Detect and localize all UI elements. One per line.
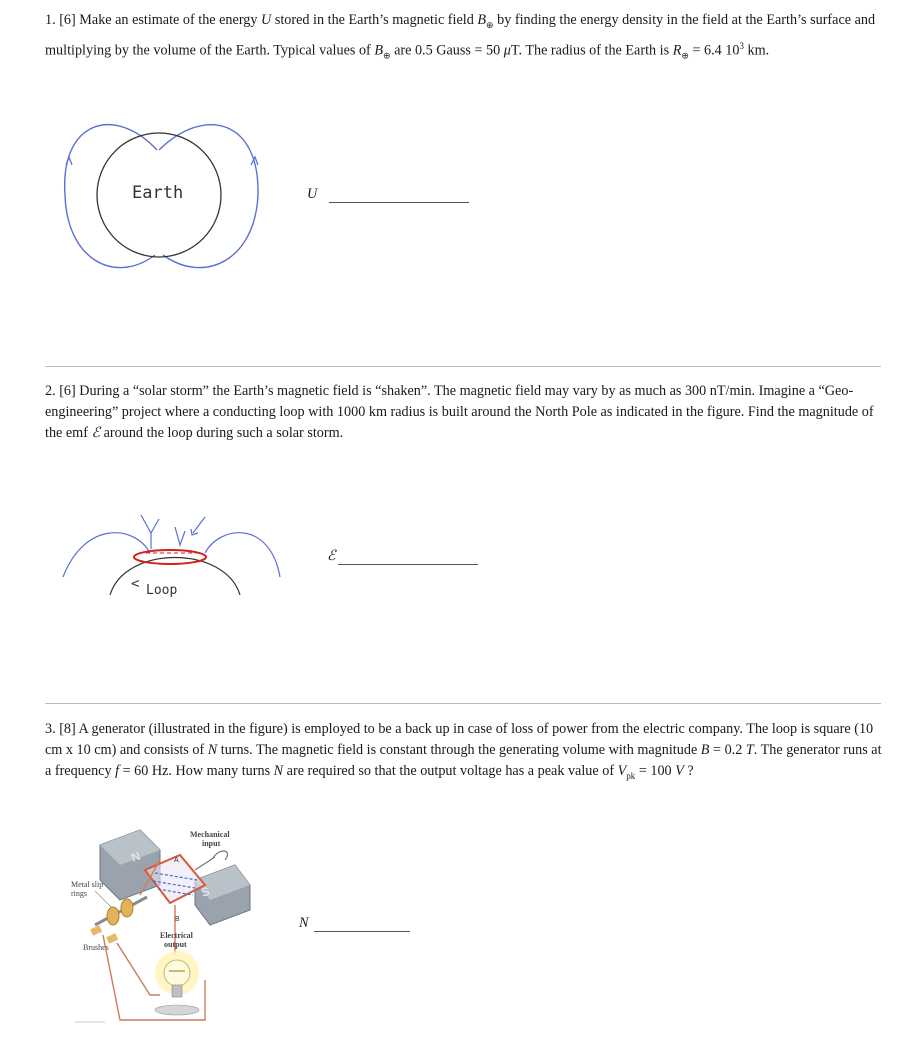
slip-rings-label-2: rings xyxy=(71,889,87,898)
answer-u-field[interactable] xyxy=(329,188,469,203)
question-1-text: 1. [6] Make an estimate of the energy U stored in the Earth’s magnetic field $B_\oplus$ by finding the energy density in the field at the Earth’s surface and multiplying by the volume of the Earth. Typical values of $B_\oplus$ are 0.5 Gauss = 50 μT. The radius of the Earth is $R_\oplus = 6.4$ $10^3$ km. xyxy=(45,12,876,61)
label-b: B xyxy=(175,916,180,923)
pole-n-label: N xyxy=(129,848,143,865)
field-arrow-1 xyxy=(141,515,159,533)
brush-1 xyxy=(90,925,102,936)
bulb-base xyxy=(172,985,182,997)
answer-u: U xyxy=(307,186,469,203)
field-arrow-4 xyxy=(193,517,205,533)
loop-pointer: < xyxy=(131,576,140,592)
divider-1 xyxy=(45,366,881,367)
bulb xyxy=(164,960,190,986)
field-arrow-3 xyxy=(175,527,185,545)
question-2-text: 2. [6] During a “solar storm” the Earth’s magnetic field is “shaken”. The magnetic field may vary by as much as 300 nT/min. Imagine a “Geo-engineering” project where a conducting loop with 1000 km radius is built around the North Pole as indicated in the figure. Find the magnitude of the emf ℰ around the loop during such a solar storm. xyxy=(45,383,874,441)
loop-ellipse xyxy=(134,550,206,564)
wire-2 xyxy=(117,943,160,995)
slip-ring-2 xyxy=(121,899,133,917)
answer-emf: ℰ xyxy=(327,548,478,565)
answer-n-field[interactable] xyxy=(314,917,410,932)
loop-figure xyxy=(55,505,295,605)
crank-axle xyxy=(195,851,228,870)
field-arrow-5 xyxy=(191,529,198,535)
bulb-stand xyxy=(155,1005,199,1015)
generator-figure xyxy=(65,825,265,1030)
loop-label: Loop xyxy=(146,583,178,598)
label-a: A xyxy=(174,857,179,864)
answer-n: N xyxy=(299,915,410,932)
answer-emf-field[interactable] xyxy=(338,550,478,565)
electrical-label-1: Electrical xyxy=(160,931,193,940)
divider-2 xyxy=(45,703,881,704)
brushes-label: Brushes xyxy=(83,943,109,952)
electrical-label-2: output xyxy=(164,940,187,949)
slip-ring-1 xyxy=(107,907,119,925)
question-3-text: 3. [8] A generator (illustrated in the figure) is employed to be a back up in case of loss of power from the electric company. The loop is square (10 cm x 10 cm) and consists of N turns. The magnetic field is constant through the generating volume with magnitude B = 0.2 T. The generator runs at a frequency f = 60 Hz. How many turns N are required so that the output voltage has a peak value of $V_{pk} = 100$ V ? xyxy=(45,721,882,781)
earth-label: Earth xyxy=(132,183,184,203)
field-line-right xyxy=(205,533,280,577)
slip-rings-label-1: Metal slip xyxy=(71,880,104,889)
field-arrow-left xyxy=(66,157,72,165)
earth-field-figure xyxy=(55,110,275,285)
mechanical-label-1: Mechanical xyxy=(190,830,230,839)
mechanical-label-2: input xyxy=(202,839,221,848)
pole-s-label: S xyxy=(199,883,212,900)
